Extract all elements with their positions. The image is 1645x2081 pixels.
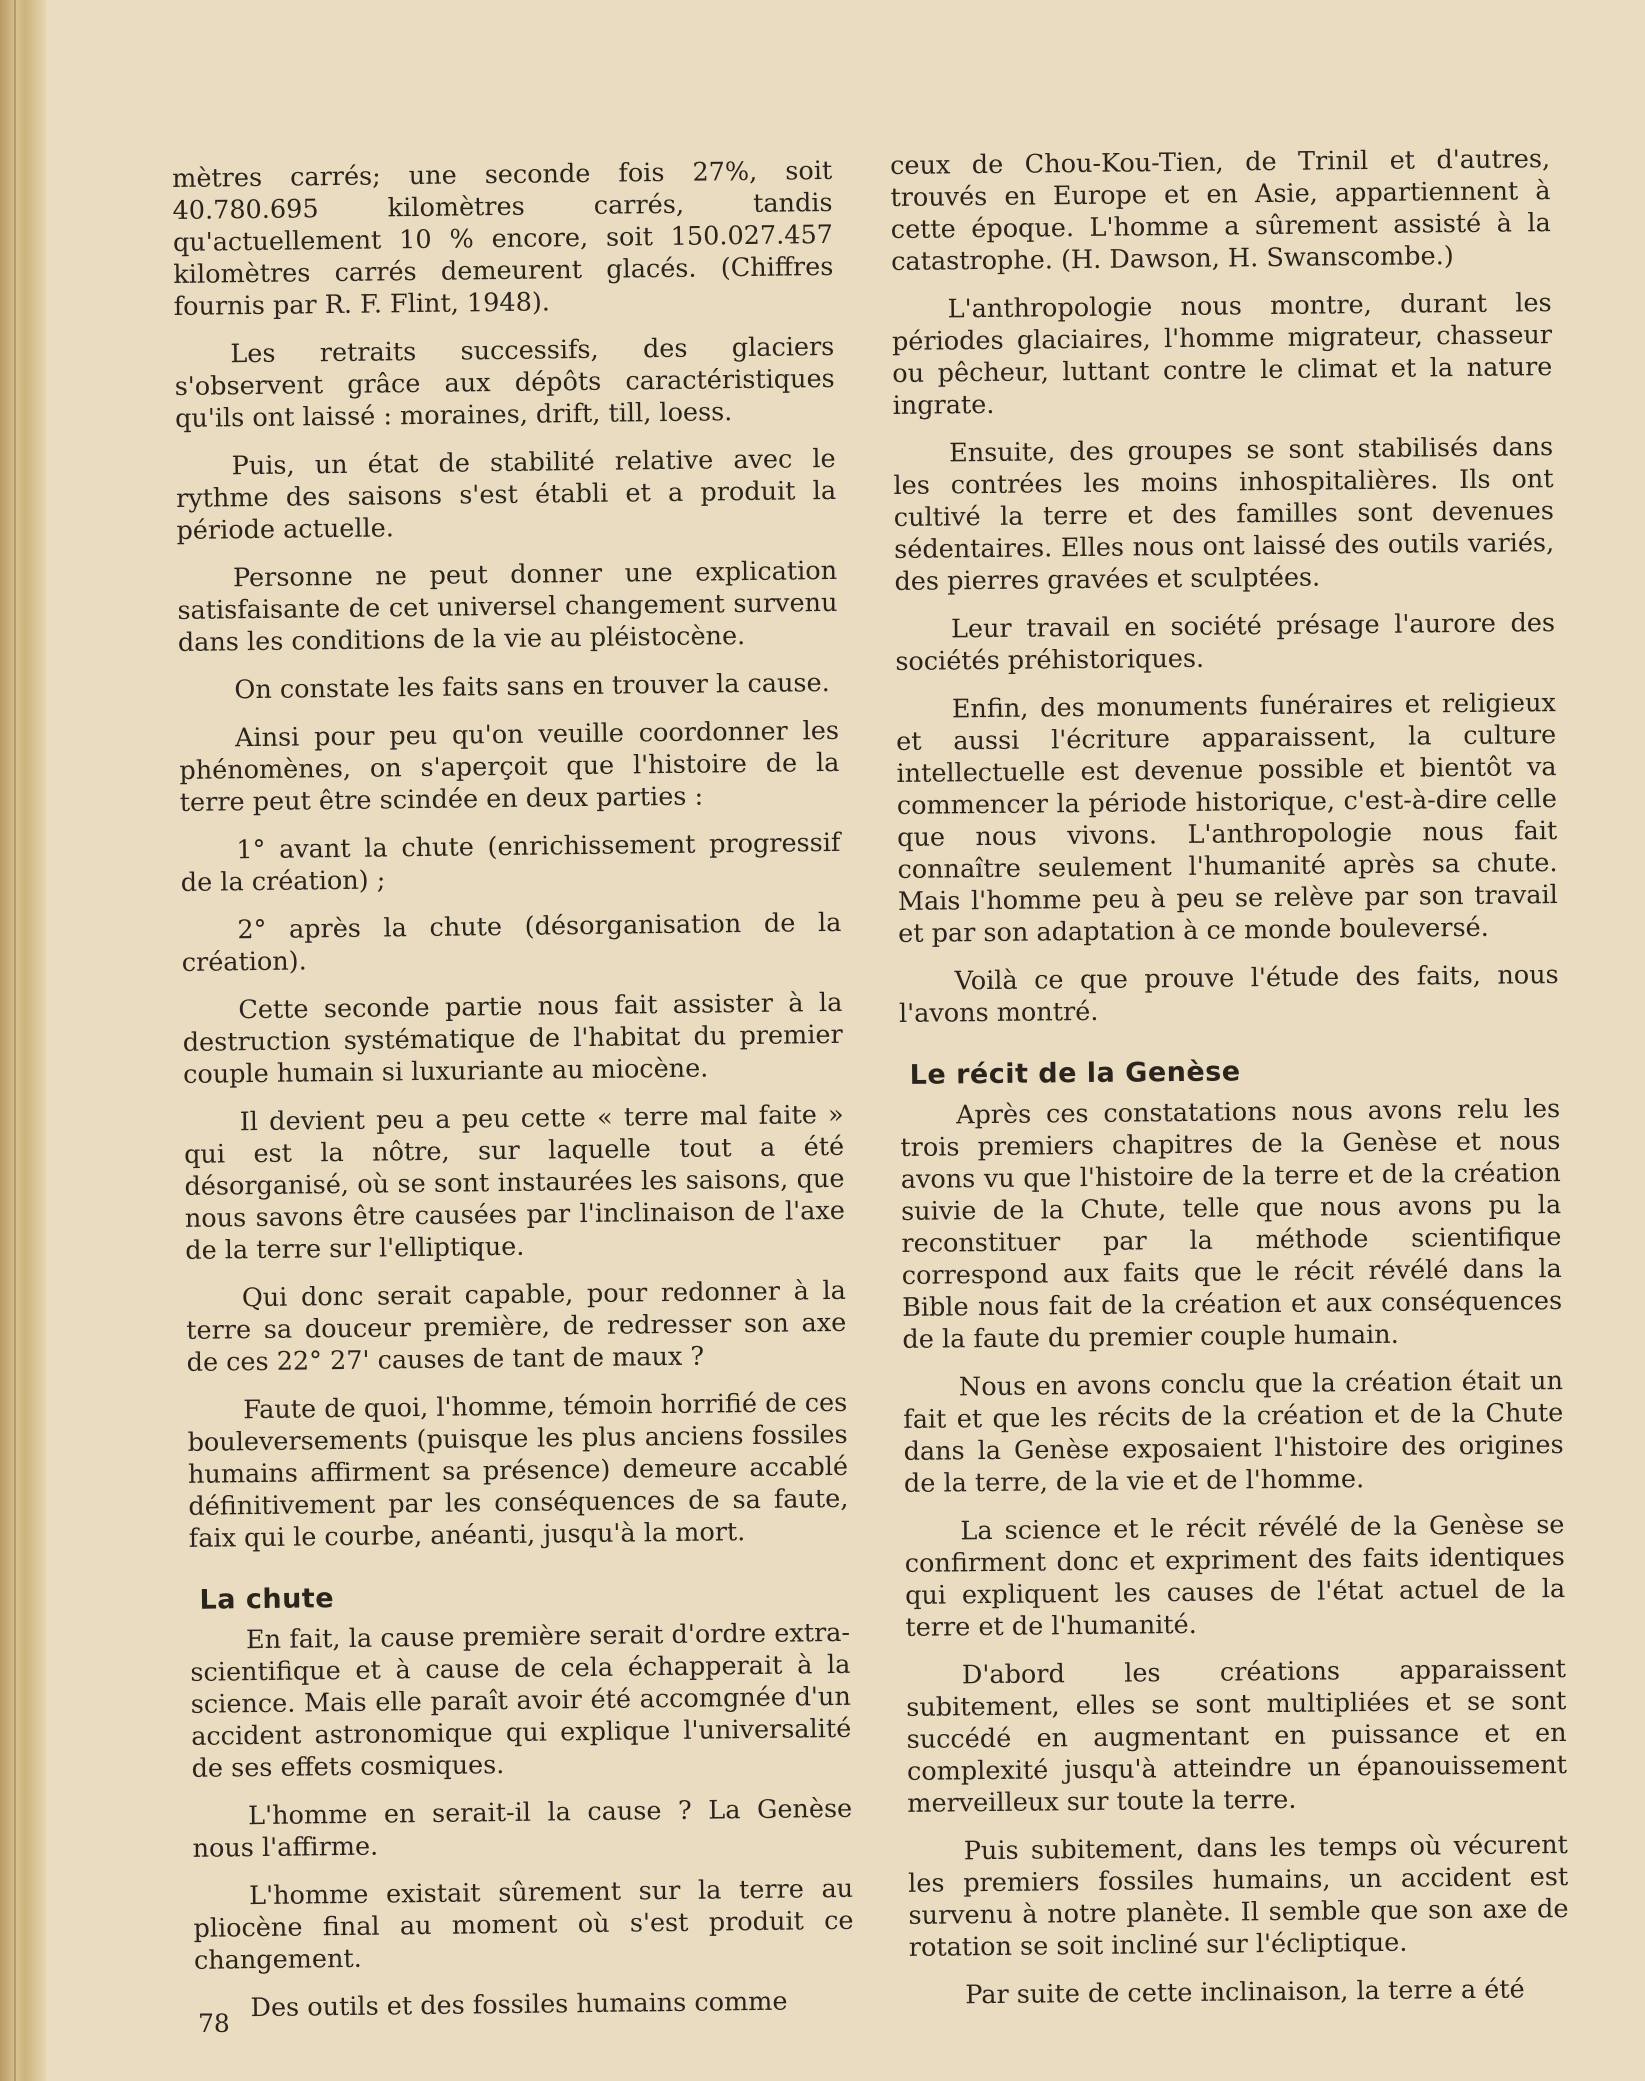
section-heading-la-chute: La chute: [199, 1583, 335, 1616]
paragraph: Ainsi pour peu qu'on veuille coordonner les phénomènes, on s'aperçoit que l'histoire de la terre peut être scindée en deux parties :: [179, 715, 840, 818]
paragraph: 1° avant la chute (enrichissement progressif de la création) ;: [180, 827, 841, 898]
paragraph: 2° après la chute (désorganisation de la création).: [181, 907, 842, 978]
page-number: 78: [198, 2009, 230, 2038]
paragraph: L'homme existait sûrement sur la terre au pliocène final au moment où s'est produit ce changement.: [193, 1873, 854, 1976]
paragraph: Personne ne peut donner une explication satisfaisante de cet universel changement survenu dans les conditions de la vie au pléistocène.: [177, 555, 838, 658]
paragraph: La science et le récit révélé de la Genèse se confirment donc et expriment des faits identiques qui expliquent les causes de l'état actuel de la terre et de l'humanité.: [904, 1510, 1566, 1643]
paragraph: Nous en avons conclu que la création était un fait et que les récits de la création et de la Chute dans la Genèse exposaient l'histoire des origines de la terre, de la vie et de l'homme.: [903, 1366, 1564, 1499]
paragraph: Par suite de cette inclinaison, la terre a été: [965, 1974, 1525, 2011]
paragraph: Puis, un état de stabilité relative avec le rythme des saisons s'est établi et a produit la période actuelle.: [175, 443, 837, 546]
paragraph: Faute de quoi, l'homme, témoin horrifié de ces bouleversements (puisque les plus anciens fossiles humains affirment sa présence) demeure accablé définitivement par les conséquences de sa faute, faix qui le courbe, anéanti, jusqu'à la mort.: [187, 1387, 849, 1554]
paragraph: Enfin, des monuments funéraires et religieux et aussi l'écriture apparaissent, la culture intellectuelle est devenue possible et bientôt va commencer la période historique, c'est-à-dire celle que nous vivons. L'anthropologie nous fait connaître seulement l'humanité après sa chute. Mais l'homme peu à peu se relève par son travail et par son adaptation à ce monde bouleversé.: [896, 688, 1558, 949]
right-column: [890, 143, 1570, 2028]
paragraph: L'homme en serait-il la cause ? La Genèse nous l'affirme.: [192, 1793, 853, 1864]
paragraph: Après ces constatations nous avons relu les trois premiers chapitres de la Genèse et nous avons vu que l'histoire de la terre et de la création suivie de la Chute, telle que nous avons pu la reconstituer par la méthode scientifique correspond aux faits que le récit révélé dans la Bible nous fait de la création et aux conséquences de la faute du premier couple humain.: [900, 1094, 1563, 1355]
paragraph: Puis subitement, dans les temps où vécurent les premiers fossiles humains, un accident est survenu à notre planète. Il semble que son axe de rotation se soit incliné sur l'écliptique.: [908, 1829, 1569, 1963]
paragraph: On constate les faits sans en trouver la cause.: [234, 668, 830, 706]
paragraph: Cette seconde partie nous fait assister à la destruction systématique de l'habitat du premier couple humain si luxuriante au miocène.: [182, 987, 843, 1090]
section-heading-recit-genese: Le récit de la Genèse: [909, 1056, 1241, 1091]
paragraph: Voilà ce que prouve l'étude des faits, nous l'avons montré.: [898, 960, 1559, 1029]
paragraph: mètres carrés; une seconde fois 27%, soit 40.780.695 kilomètres carrés, tandis qu'actuellement 10 % encore, soit 150.027.457 kilomètres carrés demeurent glacés. (Chiffres fournis par R. F. Flint, 1948).: [172, 155, 834, 322]
left-column: [172, 155, 855, 2041]
paragraph: D'abord les créations apparaissent subitement, elles se sont multipliées et se sont succédé en augmentant en puissance et en complexité jusqu'à atteindre un épanouissement merveilleux sur toute la terre.: [906, 1654, 1568, 1819]
paragraph: Leur travail en société présage l'aurore des sociétés préhistoriques.: [895, 608, 1556, 677]
paragraph: L'anthropologie nous montre, durant les périodes glaciaires, l'homme migrateur, chasseur ou pêcheur, luttant contre le climat et la nature ingrate.: [891, 288, 1553, 421]
paragraph: Ensuite, des groupes se sont stabilisés dans les contrées les moins inhospitalières. Ils ont cultivé la terre et des familles sont devenues sédentaires. Elles nous ont laissé des outils variés, des pierres gravées et sculptées.: [893, 432, 1555, 597]
paragraph: Il devient peu a peu cette « terre mal faite » qui est la nôtre, sur laquelle tout a été désorganisé, où se sont instaurées les saisons, que nous savons être causées par l'inclinaison de l'axe de la terre sur l'elliptique.: [183, 1099, 846, 1266]
paragraph: En fait, la cause première serait d'ordre extra-scientifique et à cause de cela échapperait à la science. Mais elle paraît avoir été accomgnée d'un accident astronomique qui explique l'universalité de ses effets cosmiques.: [190, 1617, 852, 1784]
paragraph: Qui donc serait capable, pour redonner à la terre sa douceur première, de redresser son axe de ces 22° 27' causes de tant de maux ?: [186, 1275, 847, 1378]
paragraph: Des outils et des fossiles humains comme: [250, 1986, 788, 2024]
page-binding-edge: [0, 0, 46, 2081]
paragraph: ceux de Chou-Kou-Tien, de Trinil et d'autres, trouvés en Europe et en Asie, appartiennent à cette époque. L'homme a sûrement assisté à la catastrophe. (H. Dawson, H. Swanscombe.): [890, 144, 1551, 277]
paragraph: Les retraits successifs, des glaciers s'observent grâce aux dépôts caractéristiques qu'ils ont laissé : moraines, drift, till, loess.: [174, 331, 835, 434]
